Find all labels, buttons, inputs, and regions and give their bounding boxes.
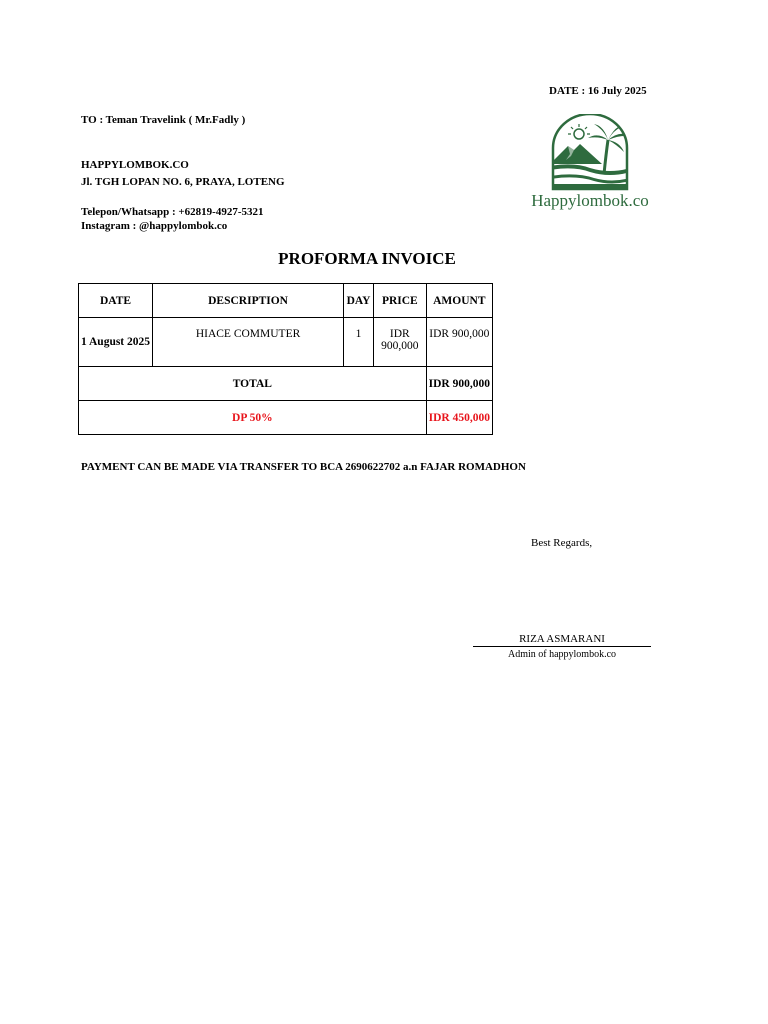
invoice-title: PROFORMA INVOICE bbox=[278, 249, 456, 268]
dp-label: DP 50% bbox=[79, 401, 427, 435]
total-row bbox=[79, 367, 493, 401]
row-date: 1 August 2025 bbox=[79, 318, 153, 367]
row-description: HIACE COMMUTER bbox=[153, 318, 344, 367]
mountain-palm-beach-icon bbox=[524, 114, 656, 214]
signer-name: RIZA ASMARANI bbox=[473, 633, 651, 647]
company-address: Jl. TGH LOPAN NO. 6, PRAYA, LOTENG bbox=[81, 176, 285, 188]
company-logo bbox=[524, 114, 656, 214]
payment-note: PAYMENT CAN BE MADE VIA TRANSFER TO BCA 2690622702 a.n FAJAR ROMADHON bbox=[81, 461, 526, 473]
header-description: DESCRIPTION bbox=[153, 284, 344, 318]
table-row bbox=[79, 318, 493, 367]
header-day: DAY bbox=[344, 284, 374, 318]
header-price: PRICE bbox=[374, 284, 427, 318]
table-header-row bbox=[79, 284, 493, 318]
company-instagram: Instagram : @happylombok.co bbox=[81, 220, 228, 232]
total-value: IDR 900,000 bbox=[426, 367, 492, 401]
row-day: 1 bbox=[344, 318, 374, 367]
header-date: DATE bbox=[79, 284, 153, 318]
row-amount: IDR 900,000 bbox=[426, 318, 492, 367]
signer-role: Admin of happylombok.co bbox=[507, 649, 617, 660]
company-phone: Telepon/Whatsapp : +62819-4927-5321 bbox=[81, 206, 264, 218]
invoice-date: DATE : 16 July 2025 bbox=[549, 85, 647, 97]
total-label: TOTAL bbox=[79, 367, 427, 401]
header-amount: AMOUNT bbox=[426, 284, 492, 318]
recipient-line: TO : Teman Travelink ( Mr.Fadly ) bbox=[81, 114, 246, 126]
dp-value: IDR 450,000 bbox=[426, 401, 492, 435]
company-name: HAPPYLOMBOK.CO bbox=[81, 159, 189, 171]
logo-wordmark: Happylombok.co bbox=[531, 191, 649, 210]
regards-text: Best Regards, bbox=[531, 537, 593, 549]
row-price: IDR 900,000 bbox=[374, 318, 427, 367]
invoice-table bbox=[78, 283, 493, 435]
dp-row bbox=[79, 401, 493, 435]
